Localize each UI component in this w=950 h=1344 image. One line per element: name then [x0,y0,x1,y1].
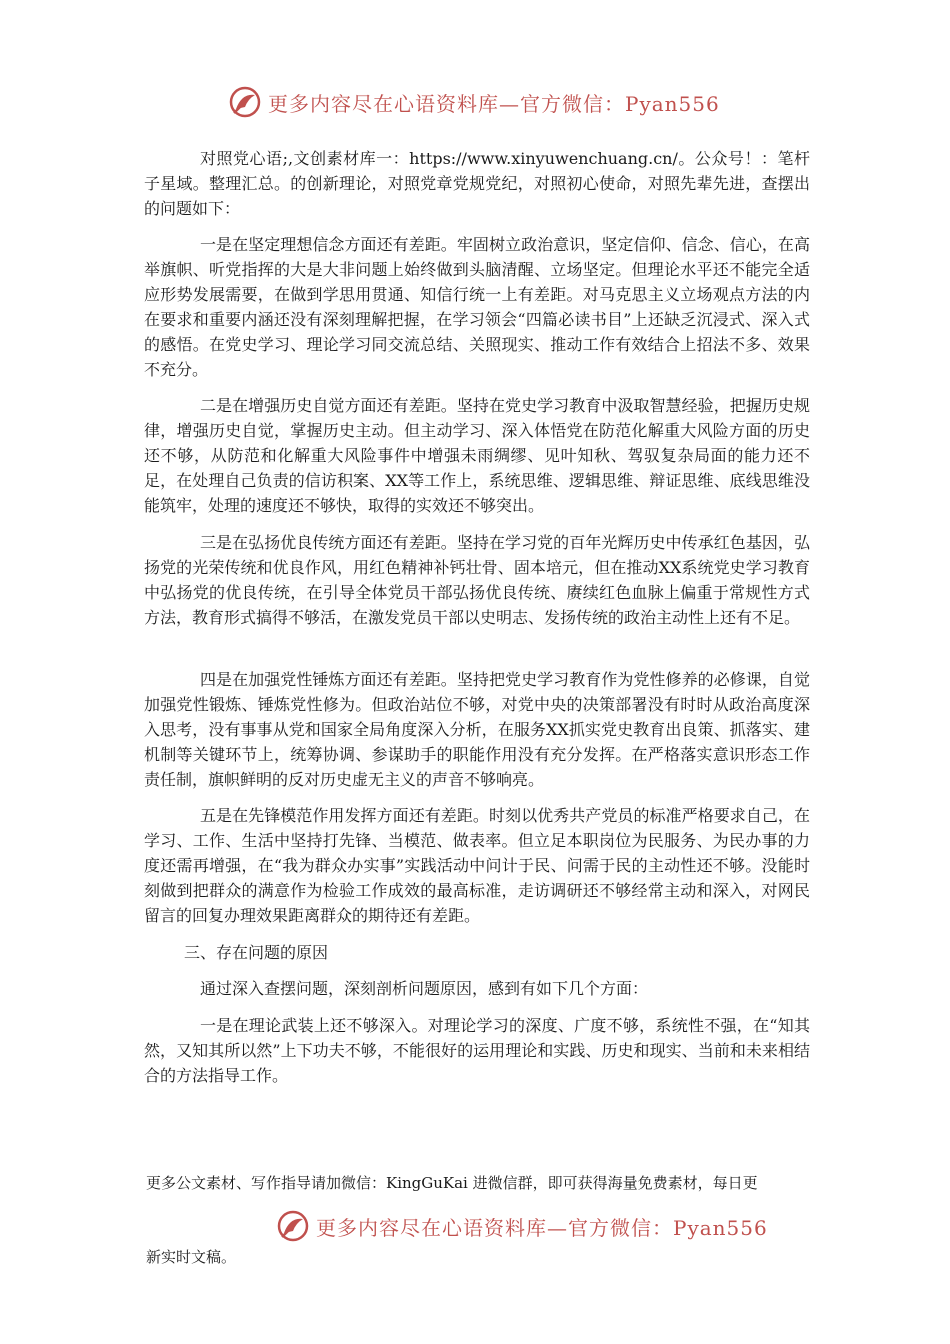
section-3-paragraph: 三是在弘扬优良传统方面还有差距。坚持在学习党的百年光辉历史中传承红色基因，弘扬党的光荣传统和优良作风，用红色精神补钙壮骨、固本培元，但在推动XX系统党史学习教育中弘扬党的优良传统，在引导全体党员干部弘扬优良传统、赓续红色血脉上偏重于常规性方式方法，教育形式搞得不够活，在激发党员干部以史明志、发扬传统的政治主动性上还有不足。 [144,533,810,627]
banner-text: 更多内容尽在心语资料库—官方微信：Pyan556 [316,1215,768,1240]
banner-text: 更多内容尽在心语资料库—官方微信：Pyan556 [268,91,720,116]
footer-note-end: 新实时文稿。 [146,1248,237,1266]
section-5-paragraph: 五是在先锋模范作用发挥方面还有差距。时刻以优秀共产党员的标准严格要求自己，在学习、工作、生活中坚持打先锋、当模范、做表率。但立足本职岗位为民服务、为民办事的力度还需再增强，在“我为群众办实事”实践活动中问计于民、问需于民的主动性还不够。没能时刻做到把群众的满意作为检验工作成效的最高标准，走访调研还不够经常主动和深入，对网民留言的回复办理效果距离群众的期待还有差距。 [144,806,810,925]
watermark-banner-bottom [276,1206,768,1246]
cause-1-paragraph: 一是在理论武装上还不够深入。对理论学习的深度、广度不够，系统性不强，在“知其然，又知其所以然”上下功夫不够，不能很好的运用理论和实践、历史和现实、当前和未来相结合的方法指导工作。 [144,1016,810,1085]
watermark-banner-top [228,82,720,122]
section-2-paragraph: 二是在增强历史自觉方面还有差距。坚持在党史学习教育中汲取智慧经验，把握历史规律，增强历史自觉，掌握历史主动。但主动学习、深入体悟党在防范化解重大风险方面的历史还不够，从防范和化解重大风险事件中增强未雨绸缪、见叶知秋、驾驭复杂局面的能力还不足，在处理自己负责的信访积案、XX等工作上，系统思维、逻辑思维、辩证思维、底线思维没能筑牢，处理的速度还不够快，取得的实效还不够突出。 [144,396,810,515]
section-heading: 三、存在问题的原因 [184,943,329,962]
section-1-paragraph: 一是在坚定理想信念方面还有差距。牢固树立政治意识，坚定信仰、信念、信心，在高举旗帜、听党指挥的大是大非问题上始终做到头脑清醒、立场坚定。但理论水平还不能完全适应形势发展需要，在做到学思用贯通、知信行统一上有差距。对马克思主义立场观点方法的内在要求和重要内涵还没有深刻理解把握，在学习领会“四篇必读书目”上还缺乏沉浸式、深入式的感悟。在党史学习、理论学习同交流总结、关照现实、推动工作有效结合上招法不多、效果不充分。 [144,235,810,379]
lead-paragraph: 通过深入查摆问题，深刻剖析问题原因，感到有如下几个方面： [200,979,649,998]
intro-paragraph: 对照党心语;,文创素材库一：https://www.xinyuwenchuang.cn/。公众号！：笔杆子星域。整理汇总。的创新理论，对照党章党规党纪，对照初心使命，对照先辈先进，查摆出的问题如下： [144,149,810,218]
footer-note: 更多公文素材、写作指导请加微信：KingGuKai 进微信群，即可获得海量免费素材，每日更 [146,1174,758,1192]
logo-icon [276,1209,310,1243]
section-4-paragraph: 四是在加强党性锤炼方面还有差距。坚持把党史学习教育作为党性修养的必修课，自觉加强党性锻炼、锤炼党性修为。但政治站位不够，对党中央的决策部署没有时时从政治高度深入思考，没有事事从党和国家全局角度深入分析，在服务XX抓实党史教育出良策、抓落实、建机制等关键环节上，统筹协调、参谋助手的职能作用没有充分发挥。在严格落实意识形态工作责任制，旗帜鲜明的反对历史虚无主义的声音不够响亮。 [144,670,810,789]
logo-icon [228,85,262,119]
